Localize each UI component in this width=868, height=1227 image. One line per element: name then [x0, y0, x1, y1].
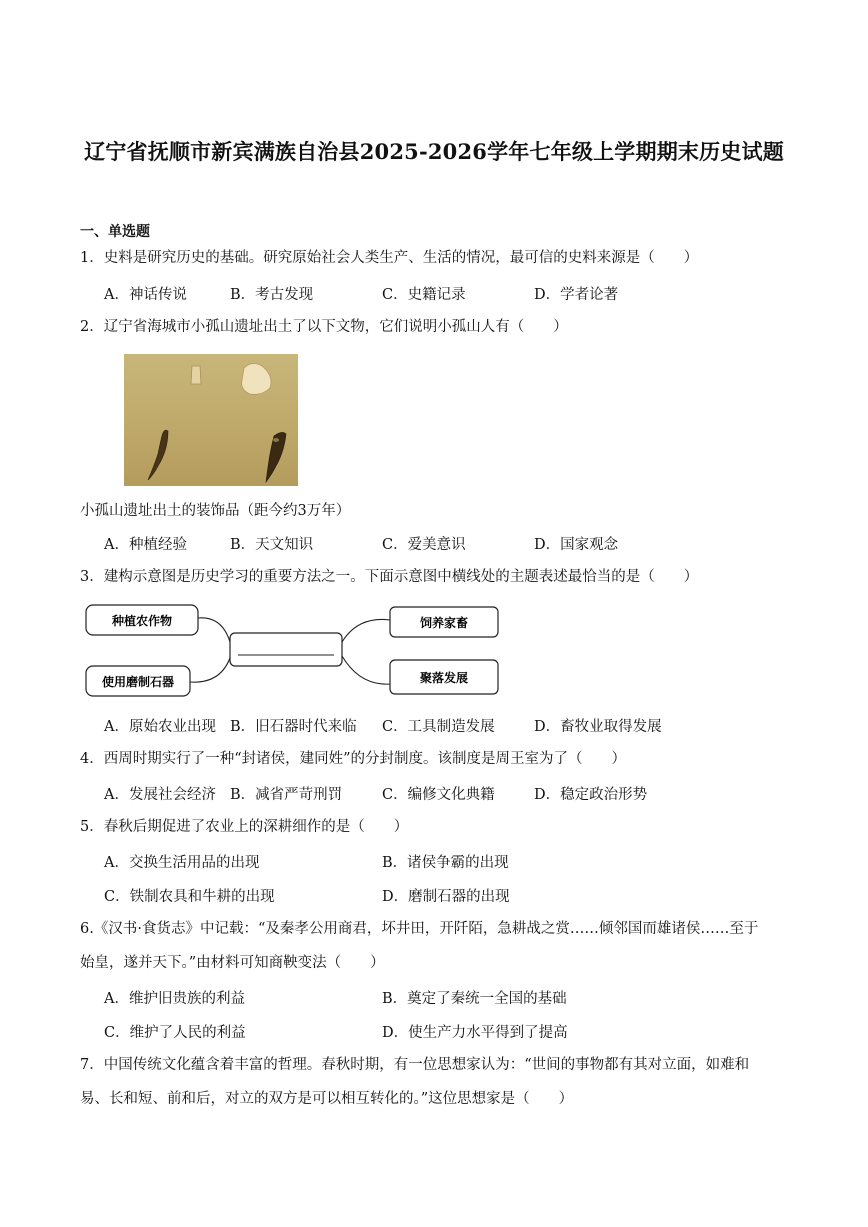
question-5-options-row1	[104, 851, 804, 871]
option-b[interactable]: B．减省严苛刑罚	[230, 787, 343, 803]
shell-pendant	[242, 363, 271, 394]
tooth-highlight	[273, 438, 279, 442]
question-1-options	[104, 283, 804, 303]
option-c[interactable]: C．铁制农具和牛耕的出现	[104, 889, 275, 905]
diagram-label-left-bottom: 使用磨制石器	[101, 675, 175, 689]
question-5-stem: 5．春秋后期促进了农业上的深耕细作的是（ ）	[80, 819, 409, 835]
option-a[interactable]: A．维护旧贵族的利益	[104, 991, 245, 1007]
artifact-photo	[124, 354, 298, 486]
option-a[interactable]: A．原始农业出现	[104, 719, 216, 735]
option-b[interactable]: B．旧石器时代来临	[230, 719, 357, 735]
option-d[interactable]: D．学者论著	[534, 287, 619, 303]
question-7-stem-line1: 7．中国传统文化蕴含着丰富的哲理。春秋时期，有一位思想家认为：“世间的事物都有其对立面，如难和	[80, 1057, 750, 1073]
option-b[interactable]: B．诸侯争霸的出现	[382, 855, 509, 871]
question-6-stem-line1: 6.《汉书·食货志》中记载：“及秦孝公用商君，坏井田，开阡陌，急耕战之赏……倾邻国而雄诸侯……至于	[80, 921, 759, 937]
question-7-stem-line2: 易、长和短、前和后，对立的双方是可以相互转化的。”这位思想家是（ ）	[80, 1091, 574, 1107]
diagram-label-right-bottom: 聚落发展	[419, 671, 469, 685]
option-c[interactable]: C．维护了人民的利益	[104, 1025, 246, 1041]
question-1-stem: 1．史料是研究历史的基础。研究原始社会人类生产、生活的情况，最可信的史料来源是（ ）	[80, 250, 699, 266]
question-5-options-row2	[104, 885, 804, 905]
option-d[interactable]: D．稳定政治形势	[534, 787, 648, 803]
option-c[interactable]: C．工具制造发展	[382, 719, 495, 735]
option-d[interactable]: D．国家观念	[534, 537, 619, 553]
connector-left-top	[198, 618, 230, 642]
option-c[interactable]: C．编修文化典籍	[382, 787, 495, 803]
diagram-label-right-top: 饲养家畜	[419, 616, 469, 630]
section-heading: 一、单选题	[80, 224, 150, 240]
diagram-label-left-top: 种植农作物	[111, 614, 173, 628]
page-title: 辽宁省抚顺市新宾满族自治县2025-2026学年七年级上学期期末历史试题	[84, 139, 784, 164]
option-d[interactable]: D．磨制石器的出现	[382, 889, 510, 905]
option-d[interactable]: D．使生产力水平得到了提高	[382, 1025, 568, 1041]
question-6-options-row1	[104, 987, 804, 1007]
artifact-illustration	[124, 354, 298, 486]
option-b[interactable]: B．考古发现	[230, 287, 314, 303]
option-b[interactable]: B．天文知识	[230, 537, 314, 553]
question-3-stem: 3．建构示意图是历史学习的重要方法之一。下面示意图中横线处的主题表述最恰当的是（ ）	[80, 569, 699, 585]
question-4-options	[104, 783, 804, 803]
option-c[interactable]: C．爱美意识	[382, 537, 466, 553]
tooth-pendant-left	[148, 430, 168, 480]
option-c[interactable]: C．史籍记录	[382, 287, 466, 303]
option-b[interactable]: B．奠定了秦统一全国的基础	[382, 991, 567, 1007]
question-2-stem: 2．辽宁省海城市小孤山遗址出土了以下文物，它们说明小孤山人有（ ）	[80, 319, 568, 335]
option-a[interactable]: A．神话传说	[104, 287, 187, 303]
option-a[interactable]: A．种植经验	[104, 537, 187, 553]
option-a[interactable]: A．交换生活用品的出现	[104, 855, 260, 871]
question-3-options	[104, 715, 804, 735]
question-6-stem-line2: 始皇，遂并天下。”由材料可知商鞅变法（ ）	[80, 955, 385, 971]
option-d[interactable]: D．畜牧业取得发展	[534, 719, 662, 735]
question-4-stem: 4．西周时期实行了一种“封诸侯，建同姓”的分封制度。该制度是周王室为了（ ）	[80, 751, 627, 767]
connector-left-bottom	[190, 658, 230, 682]
concept-diagram	[84, 600, 504, 700]
diagram-center-box	[230, 633, 342, 666]
connector-right-top	[342, 619, 390, 642]
artifact-caption: 小孤山遗址出土的装饰品（距今约3万年）	[80, 503, 351, 519]
option-a[interactable]: A．发展社会经济	[104, 787, 216, 803]
bone-bead	[191, 366, 201, 384]
question-6-options-row2	[104, 1021, 804, 1041]
question-2-options	[104, 533, 804, 553]
connector-right-bottom	[342, 656, 390, 684]
